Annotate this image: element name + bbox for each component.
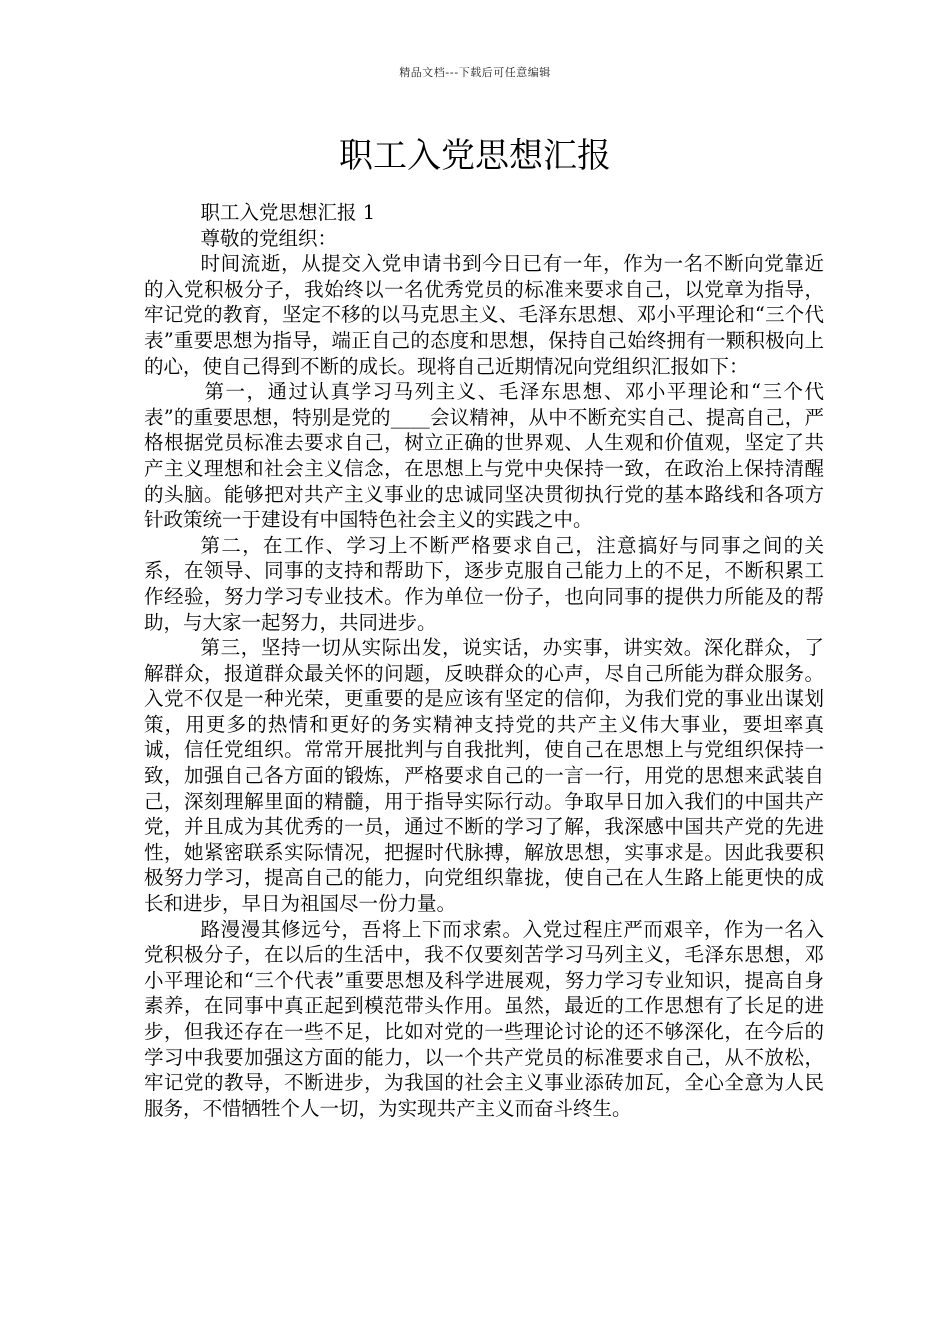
paragraph-intro: 时间流逝，从提交入党申请书到今日已有一年，作为一名不断向党靠近的入党积极分子，我始终以一名优秀党员的标准来要求自己，以党章为指导，牢记党的教育，坚定不移的以马克思主义、毛泽东思想、邓小平理论和“三个代表”重要思想为指导，端正自己的态度和思想，保持自己始终拥有一颗积极向上的心，使自己得到不断的成长。现将自己近期情况向党组织汇报如下： [144, 252, 824, 378]
document-title: 职工入党思想汇报 [339, 136, 611, 176]
paragraph-second: 第二，在工作、学习上不断严格要求自己，注意搞好与同事之间的关系，在领导、同事的支持和帮助下，逐步克服自己能力上的不足，不断积累工作经验，努力学习专业技术。作为单位一份子，也向同事的提供力所能及的帮助，与大家一起努力，共同进步。 [144, 533, 824, 634]
header-note: 精品文档---下载后可任意编辑 [399, 66, 551, 79]
paragraph-conclusion: 路漫漫其修远兮，吾将上下而求索。入党过程庄严而艰辛，作为一名入党积极分子，在以后的生活中，我不仅要刻苦学习马列主义，毛泽东思想，邓小平理论和“三个代表”重要思想及科学进展观，努力学习专业知识，提高自身素养，在同事中真正起到模范带头作用。虽然，最近的工作思想有了长足的进步，但我还存在一些不足，比如对党的一些理论讨论的还不够深化，在今后的学习中我要加强这方面的能力，以一个共产党员的标准要求自己，从不放松，牢记党的教导，不断进步，为我国的社会主义事业添砖加瓦，全心全意为人民服务，不惜牺牲个人一切，为实现共产主义而奋斗终生。 [144, 917, 824, 1120]
paragraph-first: 第一，通过认真学习马列主义、毛泽东思想、邓小平理论和“三个代表”的重要思想，特别是党的____会议精神，从中不断充实自己、提高自己，严格根据党员标准去要求自己，树立正确的世界观、人生观和价值观，坚定了共产主义理想和社会主义信念，在思想上与党中央保持一致，在政治上保持清醒的头脑。能够把对共产主义事业的忠诚同坚决贯彻执行党的基本路线和各项方针政策统一于建设有中国特色社会主义的实践之中。 [144, 380, 824, 532]
paragraph-third: 第三，坚持一切从实际出发，说实话，办实事，讲实效。深化群众，了解群众，报道群众最关怀的问题，反映群众的心声，尽自己所能为群众服务。入党不仅是一种光荣，更重要的是应该有坚定的信仰，为我们党的事业出谋划策，用更多的热情和更好的务实精神支持党的共产主义伟大事业，要坦率真诚，信任党组织。常常开展批判与自我批判，使自己在思想上与党组织保持一致，加强自己各方面的锻炼，严格要求自己的一言一行，用党的思想来武装自己，深刻理解里面的精髓，用于指导实际行动。争取早日加入我们的中国共产党，并且成为其优秀的一员，通过不断的学习了解，我深感中国共产党的先进性，她紧密联系实际情况，把握时代脉搏，解放思想，实事求是。因此我要积极努力学习，提高自己的能力，向党组织靠拢，使自己在人生路上能更快的成长和进步，早日为祖国尽一份力量。 [144, 636, 824, 916]
document-body [144, 200, 824, 1121]
section-heading: 职工入党思想汇报 1 [200, 201, 376, 224]
salutation: 尊敬的党组织： [200, 226, 338, 250]
